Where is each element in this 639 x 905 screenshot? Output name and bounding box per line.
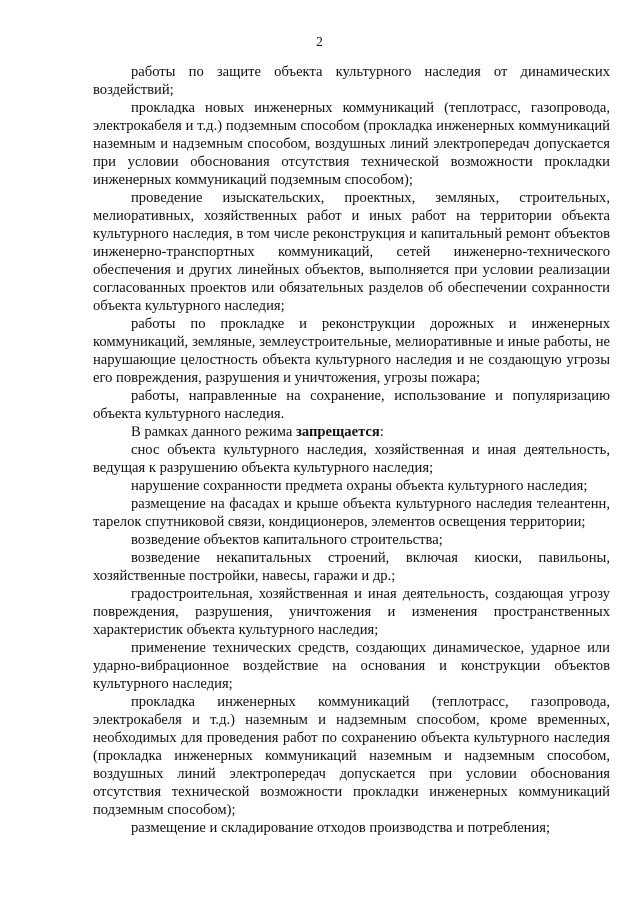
paragraph: работы по прокладке и реконструкции дорожных и инженерных коммуникаций, земляные, землеустроительные, мелиоративные и иные работы, не нарушающие целостность объекта культурного наследия и не создающую угрозы его повреждения, разрушения и уничтожения, угрозы пожара;: [93, 316, 610, 386]
paragraph: работы по защите объекта культурного наследия от динамических воздействий;: [93, 64, 610, 98]
prohibited-item: возведение объектов капитального строительства;: [131, 532, 443, 548]
prohibited-item: градостроительная, хозяйственная и иная деятельность, создающая угрозу повреждения, разрушения, уничтожения и изменения пространственных характеристик объекта культурного наследия;: [93, 586, 610, 638]
prohibited-item: применение технических средств, создающих динамическое, ударное или ударно-вибрационное воздействие на основания и конструкции объектов культурного наследия;: [93, 640, 610, 692]
prohibited-item: возведение некапитальных строений, включая киоски, павильоны, хозяйственные постройки, навесы, гаражи и др.;: [93, 550, 610, 584]
prohibition-lead-end: :: [379, 424, 384, 440]
prohibition-keyword: запрещается: [296, 424, 380, 440]
paragraph: проведение изыскательских, проектных, земляных, строительных, мелиоративных, хозяйственных работ и иных работ на территории объекта культурного наследия, в том числе реконструкция и капитальный ремонт объектов инженерно-транспортных коммуникаций, сетей инженерно-технического обеспечения и других линейных объектов, выполняется при условии реализации согласованных проектов или обязательных разделов об обеспечении сохранности объекта культурного наследия;: [93, 190, 610, 314]
prohibited-item: размещение на фасадах и крыше объекта культурного наследия телеантенн, тарелок спутниковой связи, кондиционеров, элементов освещения территории;: [93, 496, 610, 530]
prohibited-item: нарушение сохранности предмета охраны объекта культурного наследия;: [131, 478, 588, 494]
document-body: [93, 63, 610, 837]
prohibited-item: размещение и складирование отходов производства и потребления;: [131, 820, 551, 836]
paragraph: работы, направленные на сохранение, использование и популяризацию объекта культурного наследия.: [93, 388, 610, 422]
prohibition-lead-text: В рамках данного режима: [131, 424, 296, 440]
paragraph: прокладка новых инженерных коммуникаций (теплотрасс, газопровода, электрокабеля и т.д.) подземным способом (прокладка инженерных коммуникаций наземным и надземным способом, воздушных линий электропередач допускается при условии обоснования отсутствия технической возможности прокладки инженерных коммуникаций подземным способом);: [93, 100, 610, 188]
page-number: 2: [316, 34, 323, 49]
prohibited-item: снос объекта культурного наследия, хозяйственная и иная деятельность, ведущая к разрушению объекта культурного наследия;: [93, 442, 610, 476]
prohibition-lead: [93, 423, 610, 441]
prohibited-item: прокладка инженерных коммуникаций (теплотрасс, газопровода, электрокабеля и т.д.) наземным и надземным способом, кроме временных, необходимых для проведения работ по сохранению объекта культурного наследия (прокладка инженерных коммуникаций наземным и надземным способом, воздушных линий электропередач допускается при условии обоснования отсутствия технической возможности прокладки инженерных коммуникаций подземным способом);: [93, 694, 610, 818]
